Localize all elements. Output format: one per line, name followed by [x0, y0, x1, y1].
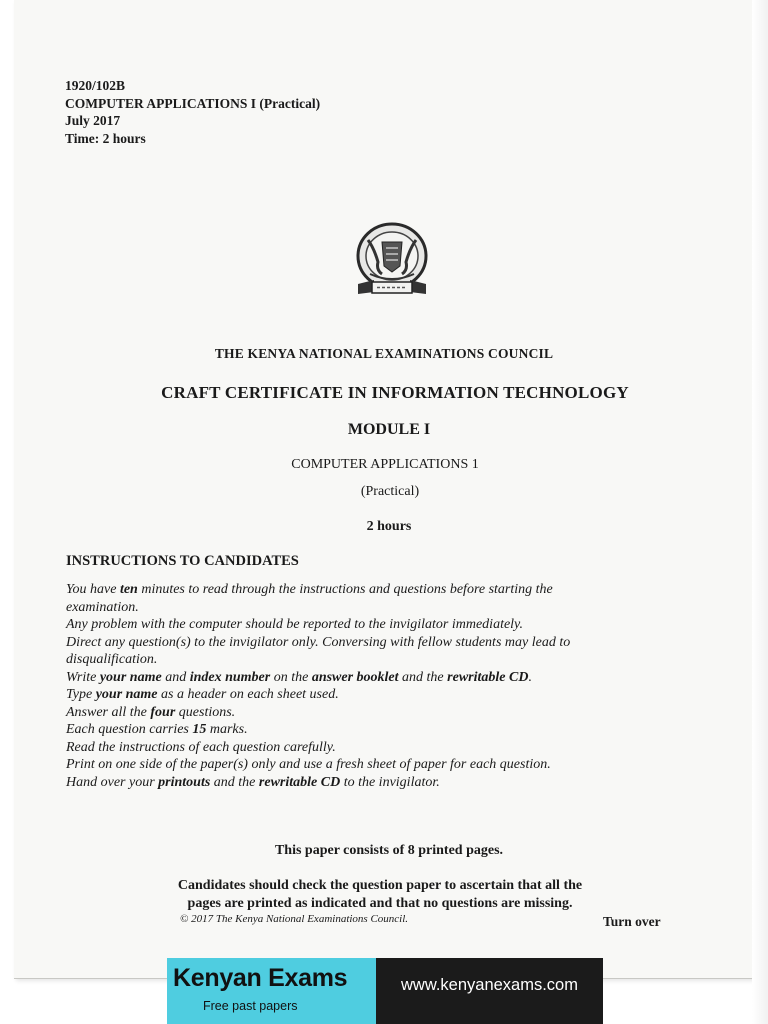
instruction-line: [66, 616, 646, 634]
instruction-text: Hand over your: [66, 774, 159, 790]
instruction-emphasis: ten: [119, 582, 138, 597]
council-name: THE KENYA NATIONAL EXAMINATIONS COUNCIL: [214, 346, 554, 361]
exam-duration: 2 hours: [366, 519, 412, 534]
banner-url-link[interactable]: www.kenyanexams.com: [376, 958, 603, 1024]
instruction-text: You have: [66, 582, 120, 597]
instruction-line: [66, 686, 646, 704]
instruction-text: questions.: [175, 704, 236, 720]
banner-brand-panel: [167, 958, 376, 1024]
brand-name: Kenyan Exams: [173, 964, 348, 992]
exam-time: Time: 2 hours: [65, 130, 146, 146]
instruction-emphasis: rewritable CD: [447, 669, 529, 685]
instruction-text: .: [528, 669, 532, 685]
instruction-text: and: [161, 669, 190, 685]
paper-title: COMPUTER APPLICATIONS I (Practical): [65, 95, 321, 111]
instruction-emphasis: 15: [192, 722, 207, 737]
kenyan-exams-banner[interactable]: [167, 958, 603, 1024]
instruction-emphasis: answer booklet: [311, 669, 399, 685]
paper-edge: [752, 0, 768, 1024]
instruction-text: Read the instructions of each question carefully.: [66, 739, 336, 755]
kenya-coat-of-arms-icon: [350, 220, 434, 302]
instructions-heading: INSTRUCTIONS TO CANDIDATES: [66, 553, 299, 569]
copyright-notice: © 2017 The Kenya National Examinations Council.: [180, 913, 409, 925]
instruction-emphasis: rewritable CD: [258, 774, 341, 790]
instruction-text: examination.: [66, 599, 139, 615]
instruction-line: [66, 774, 646, 792]
instruction-text: Any problem with the computer should be reported to the invigilator immediately.: [66, 617, 524, 632]
instruction-line: [66, 651, 646, 669]
instruction-line: [66, 669, 646, 687]
instructions-list: [66, 581, 646, 791]
instruction-text: and the: [398, 669, 448, 685]
instruction-text: marks.: [206, 722, 248, 737]
check-line-2: pages are printed as indicated and that no questions are missing.: [187, 896, 573, 911]
instruction-line: [66, 634, 646, 652]
check-pages-notice: [130, 877, 630, 913]
instruction-text: Write: [66, 669, 100, 685]
instruction-line: [66, 756, 646, 774]
instruction-text: Direct any question(s) to the invigilator only. Conversing with fellow students may lead to: [66, 634, 571, 650]
instruction-line: [66, 739, 646, 757]
instruction-emphasis: your name: [95, 687, 158, 702]
check-line-1: Candidates should check the question paper to ascertain that all the: [177, 878, 583, 893]
instruction-text: to the invigilator.: [340, 774, 440, 790]
instruction-line: [66, 704, 646, 722]
instruction-text: Type: [66, 687, 96, 702]
instruction-emphasis: your name: [99, 669, 162, 685]
instruction-text: and the: [210, 774, 259, 790]
certificate-title: CRAFT CERTIFICATE IN INFORMATION TECHNOLOGY: [161, 383, 629, 402]
instruction-text: on the: [270, 669, 312, 685]
paper-code: 1920/102B: [65, 78, 126, 93]
instruction-line: [66, 581, 646, 599]
instruction-text: Each question carries: [66, 722, 193, 737]
exam-mode: (Practical): [360, 484, 420, 499]
instruction-line: [66, 721, 646, 739]
turn-over-label: Turn over: [603, 914, 661, 929]
page-count-note: This paper consists of 8 printed pages.: [274, 843, 504, 858]
module-title: MODULE I: [347, 421, 431, 438]
instruction-emphasis: printouts: [158, 774, 211, 790]
instruction-emphasis: four: [150, 704, 176, 720]
instruction-text: minutes to read through the instructions and questions before starting the: [137, 582, 553, 597]
instruction-text: as a header on each sheet used.: [157, 687, 339, 702]
exam-date: July 2017: [65, 113, 121, 128]
instruction-text: disqualification.: [66, 652, 158, 667]
instruction-line: [66, 599, 646, 617]
subject-title: COMPUTER APPLICATIONS 1: [291, 457, 479, 472]
instruction-text: Answer all the: [66, 704, 151, 720]
instruction-text: Print on one side of the paper(s) only and use a fresh sheet of paper for each question.: [66, 757, 551, 772]
instruction-emphasis: index number: [189, 669, 271, 685]
brand-tagline: Free past papers: [203, 999, 298, 1013]
paper-header: [65, 77, 320, 147]
